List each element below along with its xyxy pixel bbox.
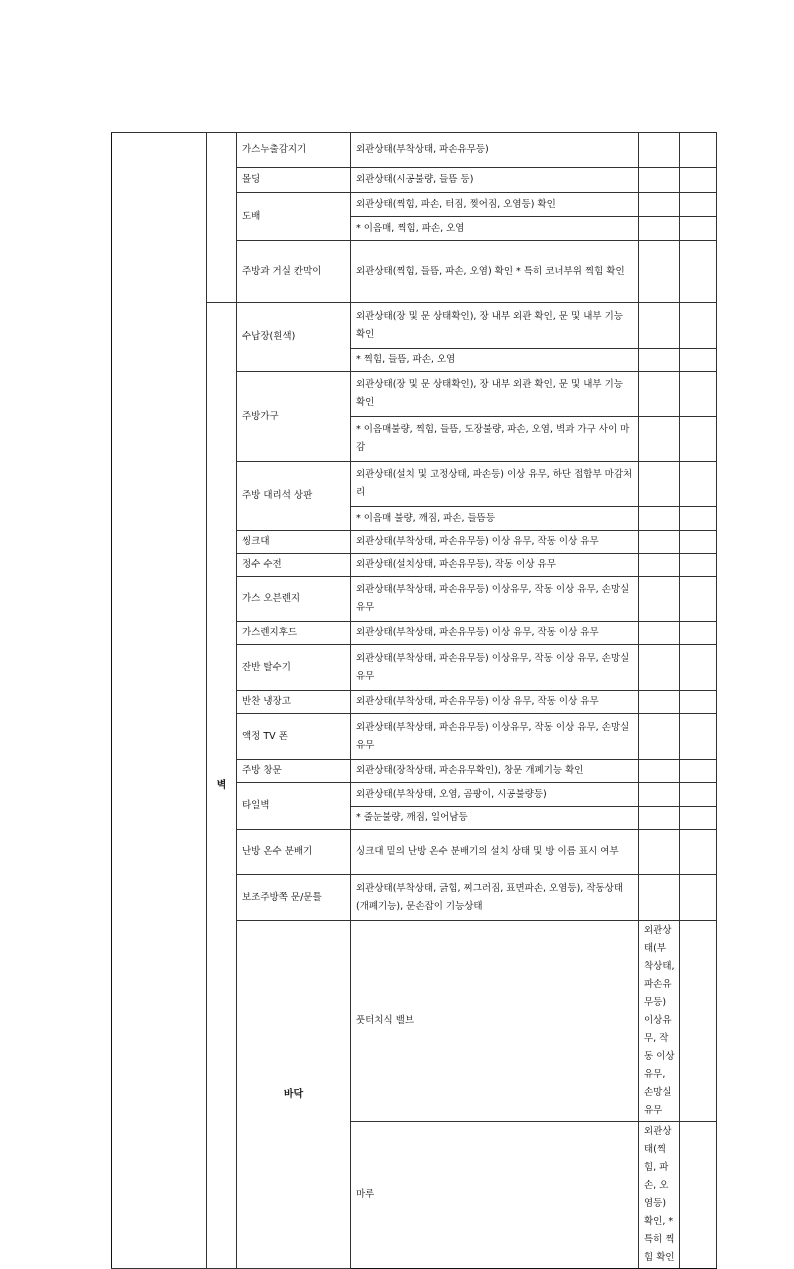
check-cell[interactable] [639, 830, 680, 875]
item-name: 가스렌지후드 [237, 622, 351, 645]
note-cell[interactable] [680, 622, 717, 645]
item-desc: 외관상태(장 및 문 상태확인), 장 내부 외관 확인, 문 및 내부 기능 확인 [351, 372, 639, 417]
check-cell[interactable] [639, 531, 680, 554]
item-name: 씽크대 [237, 531, 351, 554]
check-cell[interactable] [639, 462, 680, 507]
check-cell[interactable] [639, 645, 680, 691]
item-name: 타일벽 [237, 783, 351, 830]
check-cell[interactable] [639, 417, 680, 462]
item-name: 반찬 냉장고 [237, 691, 351, 714]
check-cell[interactable] [639, 760, 680, 783]
check-cell[interactable] [639, 241, 680, 303]
item-name: 주방가구 [237, 372, 351, 462]
note-cell[interactable] [680, 554, 717, 577]
check-cell[interactable] [639, 783, 680, 807]
note-cell[interactable] [680, 217, 717, 241]
item-desc: 외관상태(부착상태, 긁힘, 찌그러짐, 표면파손, 오염등), 작동상태(개폐기능), 문손잡이 기능상태 [351, 875, 639, 921]
item-name: 보조주방쪽 문/문틀 [237, 875, 351, 921]
note-cell[interactable] [680, 577, 717, 622]
item-desc: 외관상태(부착상태, 파손유무등) 이상 유무, 작동 이상 유무 [351, 531, 639, 554]
note-cell[interactable] [680, 241, 717, 303]
check-cell[interactable] [639, 622, 680, 645]
check-cell[interactable] [639, 875, 680, 921]
note-cell[interactable] [680, 133, 717, 168]
item-desc: 외관상태(설치 및 고정상태, 파손등) 이상 유무, 하단 접합부 마감처리 [351, 462, 639, 507]
item-desc: 외관상태(설치상태, 파손유무등), 작동 이상 유무 [351, 554, 639, 577]
note-cell[interactable] [680, 714, 717, 760]
note-cell[interactable] [680, 783, 717, 807]
item-name: 액정 TV 폰 [237, 714, 351, 760]
item-name: 정수 수전 [237, 554, 351, 577]
item-desc: 외관상태(부착상태, 파손유무등) 이상유무, 작동 이상 유무, 손망실 유무 [639, 921, 680, 1122]
note-cell[interactable] [680, 303, 717, 349]
group-cell-top [207, 133, 237, 303]
check-cell[interactable] [639, 577, 680, 622]
item-desc: 외관상태(찍힘, 파손, 오염등) 확인, * 특히 찍힘 확인 [639, 1122, 680, 1269]
note-cell[interactable] [680, 372, 717, 417]
item-desc: 외관상태(장 및 문 상태확인), 장 내부 외관 확인, 문 및 내부 기능 확인 [351, 303, 639, 349]
item-desc: 외관상태(장착상태, 파손유무확인), 창문 개폐기능 확인 [351, 760, 639, 783]
item-desc: 외관상태(찍힘, 들뜸, 파손, 오염) 확인 * 특히 코너부위 찍힘 확인 [351, 241, 639, 303]
check-cell[interactable] [639, 372, 680, 417]
item-name: 주방과 거실 칸막이 [237, 241, 351, 303]
note-cell[interactable] [680, 830, 717, 875]
note-cell[interactable] [680, 645, 717, 691]
note-cell[interactable] [680, 760, 717, 783]
check-cell[interactable] [639, 349, 680, 372]
item-name: 가스 오븐렌지 [237, 577, 351, 622]
item-desc: 외관상태(부착상태, 파손유무등) 이상유무, 작동 이상 유무, 손망실 유무 [351, 577, 639, 622]
check-cell[interactable] [639, 303, 680, 349]
item-desc: 외관상태(찍힘, 파손, 터짐, 찢어짐, 오염등) 확인 [351, 193, 639, 217]
group-label-floor: 바닥 [237, 921, 351, 1269]
item-desc: 외관상태(부착상태, 오염, 곰팡이, 시공불량등) [351, 783, 639, 807]
check-cell[interactable] [680, 921, 717, 1122]
note-cell[interactable] [680, 531, 717, 554]
check-cell[interactable] [639, 507, 680, 531]
item-desc: 외관상태(시공불량, 들뜸 등) [351, 168, 639, 193]
item-name: 수납장(흰색) [237, 303, 351, 372]
note-cell[interactable] [680, 193, 717, 217]
check-cell[interactable] [639, 807, 680, 830]
check-cell[interactable] [639, 217, 680, 241]
inspection-table [111, 132, 717, 1269]
item-name: 주방 창문 [237, 760, 351, 783]
item-name: 도배 [237, 193, 351, 241]
item-name: 잔반 탈수기 [237, 645, 351, 691]
check-cell[interactable] [639, 193, 680, 217]
item-desc: 외관상태(부착상태, 파손유무등) 이상 유무, 작동 이상 유무 [351, 691, 639, 714]
item-desc: 외관상태(부착상태, 파손유무등) 이상유무, 작동 이상 유무, 손망실 유무 [351, 645, 639, 691]
check-cell[interactable] [639, 133, 680, 168]
item-desc: 외관상태(부착상태, 파손유무등) 이상유무, 작동 이상 유무, 손망실 유무 [351, 714, 639, 760]
check-cell[interactable] [639, 714, 680, 760]
item-desc-note: * 줄눈불량, 깨짐, 일어남등 [351, 807, 639, 830]
note-cell[interactable] [680, 875, 717, 921]
note-cell[interactable] [680, 691, 717, 714]
location-cell [112, 133, 207, 1269]
check-cell[interactable] [680, 1122, 717, 1269]
item-desc-note: * 이음매불량, 찍힘, 들뜸, 도장불량, 파손, 오염, 벽과 가구 사이 마감 [351, 417, 639, 462]
item-name: 가스누출감지기 [237, 133, 351, 168]
item-desc-note: * 찍힘, 들뜸, 파손, 오염 [351, 349, 639, 372]
item-name: 풋터치식 밸브 [351, 921, 639, 1122]
item-name: 난방 온수 분배기 [237, 830, 351, 875]
check-cell[interactable] [639, 554, 680, 577]
group-label-wall: 벽 [207, 303, 237, 1269]
note-cell[interactable] [680, 349, 717, 372]
item-desc: 외관상태(부착상태, 파손유무등) 이상 유무, 작동 이상 유무 [351, 622, 639, 645]
item-name: 몰딩 [237, 168, 351, 193]
item-name: 마루 [351, 1122, 639, 1269]
item-desc: 외관상태(부착상태, 파손유무등) [351, 133, 639, 168]
note-cell[interactable] [680, 417, 717, 462]
check-cell[interactable] [639, 168, 680, 193]
item-desc-note: * 이음매, 찍힘, 파손, 오염 [351, 217, 639, 241]
item-desc: 싱크대 밑의 난방 온수 분배기의 설치 상태 및 방 이름 표시 여부 [351, 830, 639, 875]
check-cell[interactable] [639, 691, 680, 714]
note-cell[interactable] [680, 168, 717, 193]
note-cell[interactable] [680, 507, 717, 531]
note-cell[interactable] [680, 807, 717, 830]
item-desc-note: * 이음매 불량, 깨짐, 파손, 들뜸등 [351, 507, 639, 531]
item-name: 주방 대리석 상판 [237, 462, 351, 531]
note-cell[interactable] [680, 462, 717, 507]
